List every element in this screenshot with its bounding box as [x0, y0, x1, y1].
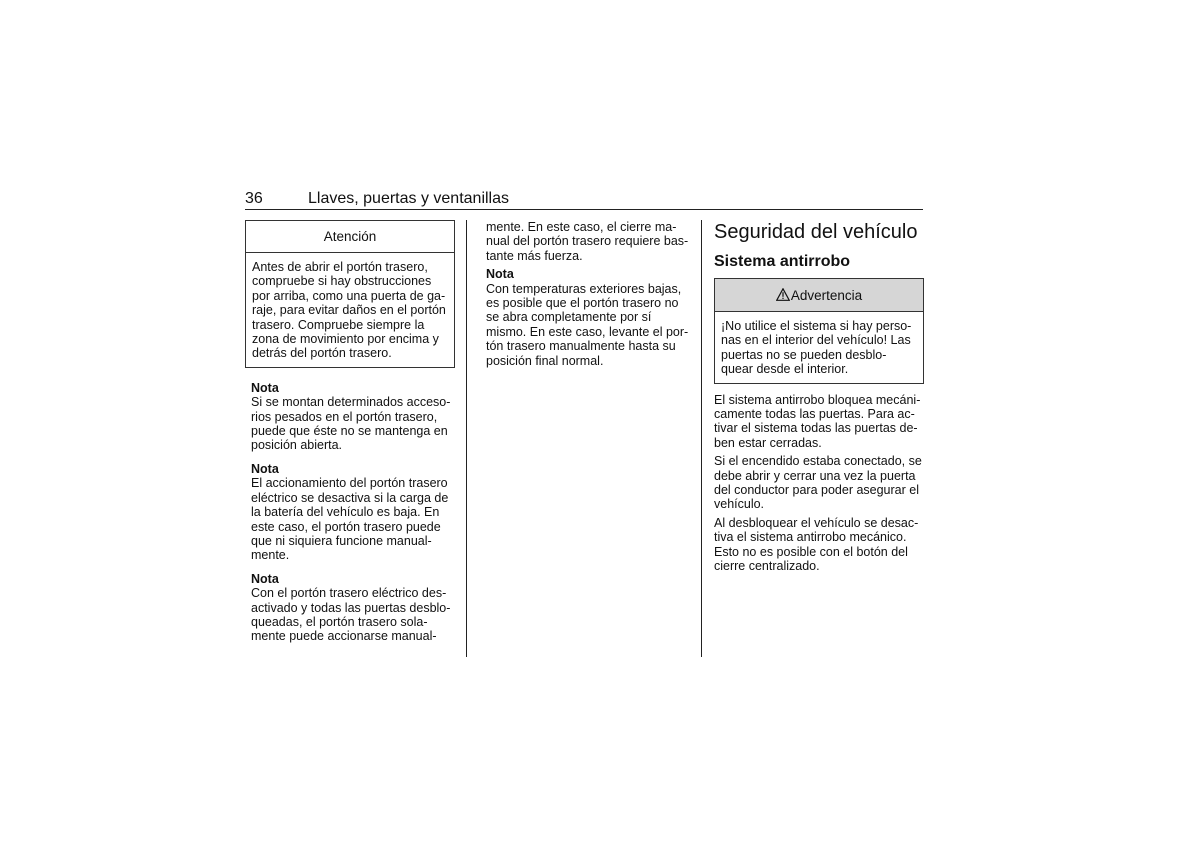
- section-title: Llaves, puertas y ventanillas: [308, 190, 509, 207]
- text-line: detrás del portón trasero.: [252, 346, 392, 361]
- text-line: es posible que el portón trasero no: [486, 296, 679, 311]
- warning-text: [715, 312, 923, 383]
- text-line: Al desbloquear el vehículo se desac-: [714, 515, 919, 530]
- note-text: [245, 395, 455, 453]
- text-line: vehículo.: [714, 497, 765, 512]
- note-text: [245, 476, 455, 562]
- text-line: del conductor para poder asegurar el: [714, 483, 919, 498]
- column-middle: [486, 220, 692, 368]
- text-line: mente. En este caso, el cierre ma-: [486, 220, 677, 234]
- page-heading: Seguridad del vehículo: [714, 221, 918, 243]
- warning-header: [715, 279, 923, 312]
- warning-icon: [776, 287, 790, 303]
- text-line: puede que éste no se mantenga en: [251, 424, 448, 439]
- text-line: ¡No utilice el sistema si hay perso-: [721, 319, 912, 333]
- text-line: tiva el sistema antirrobo mecánico.: [714, 530, 907, 545]
- text-line: Si se montan determinados acceso-: [251, 395, 451, 410]
- text-line: compruebe si hay obstrucciones: [252, 274, 432, 289]
- text-line: nual del portón trasero requiere bas-: [486, 234, 689, 249]
- text-line: tivar el sistema todas las puertas de-: [714, 421, 918, 436]
- text-line: Esto no es posible con el botón del: [714, 544, 908, 559]
- attention-text: [246, 253, 454, 367]
- page-number: 36: [245, 190, 263, 207]
- warning-title: Advertencia: [790, 288, 863, 303]
- text-line: Con el portón trasero eléctrico des-: [251, 586, 447, 601]
- text-line: se abra completamente por sí: [486, 310, 652, 325]
- text-line: El accionamiento del portón trasero: [251, 476, 448, 491]
- note-title: Nota: [486, 267, 514, 282]
- text-line: por arriba, como una puerta de ga-: [252, 288, 446, 303]
- text-line: Antes de abrir el portón trasero,: [252, 260, 428, 274]
- text-line: raje, para evitar daños en el portón: [252, 303, 446, 318]
- subheading: Sistema antirrobo: [714, 253, 851, 270]
- text-line: la batería del vehículo es baja. En: [251, 505, 440, 520]
- text-line: trasero. Compruebe siempre la: [252, 317, 425, 332]
- column-divider: [701, 220, 702, 657]
- text-line: eléctrico se desactiva si la carga de: [251, 490, 449, 505]
- continuation-text: [486, 220, 692, 263]
- column-divider: [466, 220, 467, 657]
- text-line: zona de movimiento por encima y: [252, 332, 439, 347]
- column-right: [714, 220, 924, 574]
- note-text: [486, 282, 692, 368]
- text-line: Con temperaturas exteriores bajas,: [486, 281, 682, 296]
- text-line: puertas no se pueden desblo-: [721, 347, 887, 362]
- text-line: este caso, el portón trasero puede: [251, 519, 441, 534]
- text-line: tante más fuerza.: [486, 248, 583, 263]
- text-line: posición abierta.: [251, 438, 343, 453]
- attention-box: [245, 220, 455, 368]
- paragraph: [714, 454, 924, 512]
- text-line: debe abrir y cerrar una vez la puerta: [714, 468, 916, 483]
- note-title: Nota: [251, 380, 279, 395]
- text-line: rios pesados en el portón trasero,: [251, 409, 438, 424]
- text-line: mente.: [251, 548, 290, 563]
- note-title: Nota: [251, 461, 279, 476]
- text-line: cierre centralizado.: [714, 559, 820, 574]
- text-line: mente puede accionarse manual-: [251, 629, 437, 644]
- text-line: El sistema antirrobo bloquea mecáni-: [714, 392, 921, 407]
- note-text: [245, 586, 455, 644]
- text-line: activado y todas las puertas desblo-: [251, 600, 451, 615]
- attention-title: Atención: [246, 221, 454, 253]
- paragraph: [714, 393, 924, 451]
- text-line: ben estar cerradas.: [714, 435, 822, 450]
- note-title: Nota: [251, 571, 279, 586]
- text-line: tón trasero manualmente hasta su: [486, 339, 676, 354]
- text-line: que ni siquiera funcione manual-: [251, 533, 432, 548]
- text-line: camente todas las puertas. Para ac-: [714, 407, 915, 422]
- text-line: mismo. En este caso, levante el por-: [486, 324, 689, 339]
- text-line: queadas, el portón trasero sola-: [251, 614, 428, 629]
- page-header: [245, 189, 923, 210]
- text-line: nas en el interior del vehículo! Las: [721, 333, 911, 348]
- text-line: posición final normal.: [486, 353, 604, 368]
- warning-box: [714, 278, 924, 384]
- column-left: [245, 220, 455, 644]
- paragraph: [714, 516, 924, 574]
- text-line: Si el encendido estaba conectado, se: [714, 454, 922, 469]
- text-line: quear desde el interior.: [721, 362, 849, 377]
